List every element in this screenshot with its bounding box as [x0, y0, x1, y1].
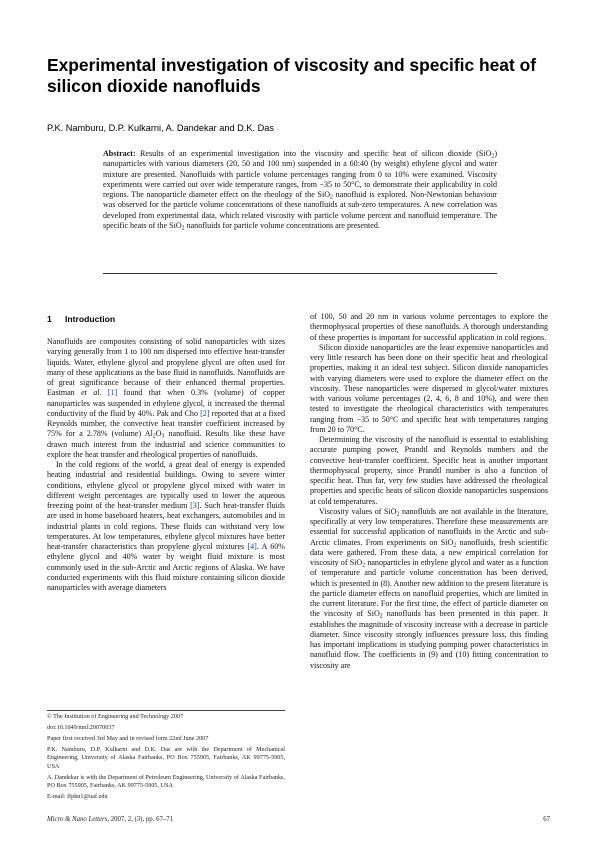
journal-volume: , 2007, 2, (3), pp. 67–71 — [107, 816, 174, 823]
abstract — [103, 149, 497, 231]
subscript: 2 — [453, 541, 457, 548]
subscript: 2 — [330, 194, 333, 201]
paragraph-text: nanoparticles in ethylene glycol and water as a function of temperature and particle volume concentration has been derived, which is presented in (8). Another new addition to the present literature is the particle diameter effects on nanofluid properties, which are limited in the current literature. For the first time, the effect of particle diameter on the viscosity of SiO — [310, 558, 548, 619]
paragraph-text: reported that at a fixed Reynolds number, the convective heat transfer coefficient increased by 75% for a 2.78% (volume) Al — [47, 408, 285, 439]
body-paragraph — [47, 460, 285, 593]
footnote-divider — [47, 710, 285, 711]
right-column — [310, 312, 548, 671]
abstract-text: nanofluid is explored. Non-Newtonian behaviour was observed for the particle volume concentrations of these nanofluids at sub-zero temperatures. A new correlation was developed from experimental data, which related viscosity with particle volume percent and nanofluid temperature. The specific heats of the SiO — [103, 190, 497, 231]
paper-title: Experimental investigation of viscosity and specific heat of silicon dioxide nanofluids — [47, 55, 537, 96]
doi-link[interactable]: doi:10.1049/mnl:20070037 — [47, 724, 115, 731]
received-date: Paper first received 3rd May and in revised form 22nd June 2007 — [47, 735, 209, 742]
citation-link[interactable]: [2] — [200, 408, 210, 418]
copyright-notice: © The Institution of Engineering and Technology 2007 — [47, 713, 184, 720]
email-link[interactable]: E-mail: ffpkn1@uaf.edu — [47, 793, 108, 801]
subscript: 2 — [379, 613, 383, 620]
section-heading — [47, 314, 115, 324]
paragraph-text: nanofluids, fresh scientific data were gathered. From these data, a new empirical correlation for viscosity of SiO — [310, 537, 548, 567]
journal-name: Micro & Nano Letters — [47, 816, 108, 823]
paragraph-text: In the cold regions of the world, a great deal of energy is expended heating industrial and residential buildings. Owing to severe winter conditions, ethylene glycol or propylene glycol mixed with water in different weight percentages are typically used to lower the aqueous freezing point of the heat-transfer medium — [47, 460, 285, 510]
subscript: 2 — [181, 225, 185, 232]
section-title: Introduction — [65, 314, 116, 324]
paragraph-text: . A 60% ethylene glycol and 40% water by weight fluid mixture is most commonly used in the sub-Arctic and Arctic regions of Alaska. We have conducted experiments with this fluid mixture containing silicon dioxide nanoparticles with average diameters — [47, 542, 285, 592]
paragraph-text: nanofluids has been presented in this paper. It establishes the magnitude of viscosity increase with a decrease in particle diameter. Since viscosity strongly influences pressure loss, this finding has important implications in studying pumping power characteristics in nanofluid flow. The coefficients in (9) and (10) fitting concentration to viscosity are — [310, 609, 548, 670]
paragraph-text: O — [155, 429, 162, 439]
paragraph-text: Nanofluids are composites consisting of solid nanoparticles with sizes varying generally from 1 to 100 nm dispersed into effective heat-transfer liquids. Water, ethylene glycol and propylene glycol are often used for many of these applications as the base fluid in nanofluids. Nanofluids are of great significance because of their enhanced thermal properties. Eastman — [47, 337, 285, 398]
body-paragraph — [310, 507, 548, 671]
author-list: P.K. Namburu, D.P. Kulkarni, A. Dandekar and D.K. Das — [47, 123, 274, 133]
paragraph-text: et al. — [81, 388, 102, 398]
section-number: 1 — [47, 314, 52, 324]
citation-link[interactable]: [1] — [107, 388, 118, 398]
body-paragraph — [47, 337, 285, 460]
paragraph-text: . Such heat-transfer fluids are used in home baseboard heaters, heat exchangers, automobiles and in industrial plants in cold regions. These fluids can withstand very low temperatures. At low temperatures, ethylene glycol mixtures have better heat-transfer characteristics than propylene glycol mixtures — [47, 501, 286, 551]
citation-link[interactable]: [3] — [190, 501, 200, 510]
page-number: 67 — [543, 816, 550, 823]
body-paragraph: Silicon dioxide nanoparticles are the least expensive nanoparticles and very little research has been done on their specific heat and rheological properties, making it an ideal test subject. Silicon dioxide nanoparticles with varying diameters were used to explore the diameter effect on the viscosity. These nanoparticles were dispersed in glycol/water mixtures with various volume percentages (2, 4, 6, 8 and 10%), and were then tested to investigate the rheological characteristics with temperatures ranging from −35 to 50°C and specific heat with temperatures ranging from 20 to 70°C. — [310, 342, 548, 434]
citation-link[interactable]: [4] — [247, 542, 257, 551]
affiliation-note: P.K. Namburu, D.P. Kulkarni and D.K. Das are with the Department of Mechanical Engineering, University of Alaska Fairbanks, PO Box 755905, Fairbanks, AK 99775-5905, USA — [47, 746, 285, 770]
journal-citation — [47, 816, 173, 823]
abstract-text: Results of an experimental investigation into the viscosity and specific heat of silicon dioxide (SiO — [135, 149, 492, 158]
subscript: 2 — [362, 562, 366, 569]
paragraph-text: nanofluids are not available in the literature, specifically at very low temperatures. Therefore these measurements are essential for successful application of nanofluids in the Arctic and sub-Arctic climates. From experiments on SiO — [310, 506, 549, 547]
left-column — [47, 337, 285, 593]
paragraph-text: found that when 0.3% (volume) of copper nanoparticles was suspended in ethylene glycol, it increased the thermal conductivity of the fluid by 40%. Pak and Cho — [47, 388, 285, 418]
subscript: 2 — [491, 153, 495, 160]
body-paragraph: of 100, 50 and 20 nm in various volume percentages to explore the thermophysical properties of these nanofluids. A thorough understanding of these properties is important for successful application in cold regions. — [310, 312, 548, 342]
subscript: 2 — [152, 433, 156, 440]
body-paragraph: Determining the viscosity of the nanofluid is essential to establishing accurate pumping power, Prandtl and Reynolds numbers and the convective heat-transfer coefficient. Specific heat is another important thermophysical property, since Prandtl number is also a function of specific heat. Thus far, very few studies have addressed the rheological properties and specific heats of silicon dioxide nanoparticles suspensions at cold temperatures. — [310, 435, 548, 506]
abstract-text: ) nanoparticles with various diameters (20, 50 and 100 nm) suspended in a 60:40 (by weight) ethylene glycol and water mixture are presented. Nanofluids with particle volume percentages ranging from 0 to 10% were examined. Viscosity experiments were carried out over wide temperature ranges, from −35 to 50°C, to demonstrate their applicability in cold regions. The nanoparticle diameter effect on the rheology of the SiO — [103, 149, 497, 200]
paragraph-text: nanofluid. Results like these have drawn much interest from the industrial and science communities to explore the heat transfer and rheological properties of nanofluids. — [47, 429, 285, 459]
affiliation-note: A. Dandekar is with the Department of Petroleum Engineering, University of Alaska Fairbanks, PO Box 755905, Fairbanks, AK 99775-5905, USA — [47, 773, 285, 790]
paragraph-text: Viscosity values of SiO — [319, 506, 397, 516]
subscript: 2 — [396, 511, 400, 518]
abstract-divider — [103, 273, 497, 274]
abstract-label: Abstract: — [103, 149, 136, 158]
subscript: 3 — [161, 433, 165, 440]
abstract-text: nanofluids for particle volume concentrations are presented. — [184, 221, 380, 231]
footnotes — [47, 713, 285, 804]
